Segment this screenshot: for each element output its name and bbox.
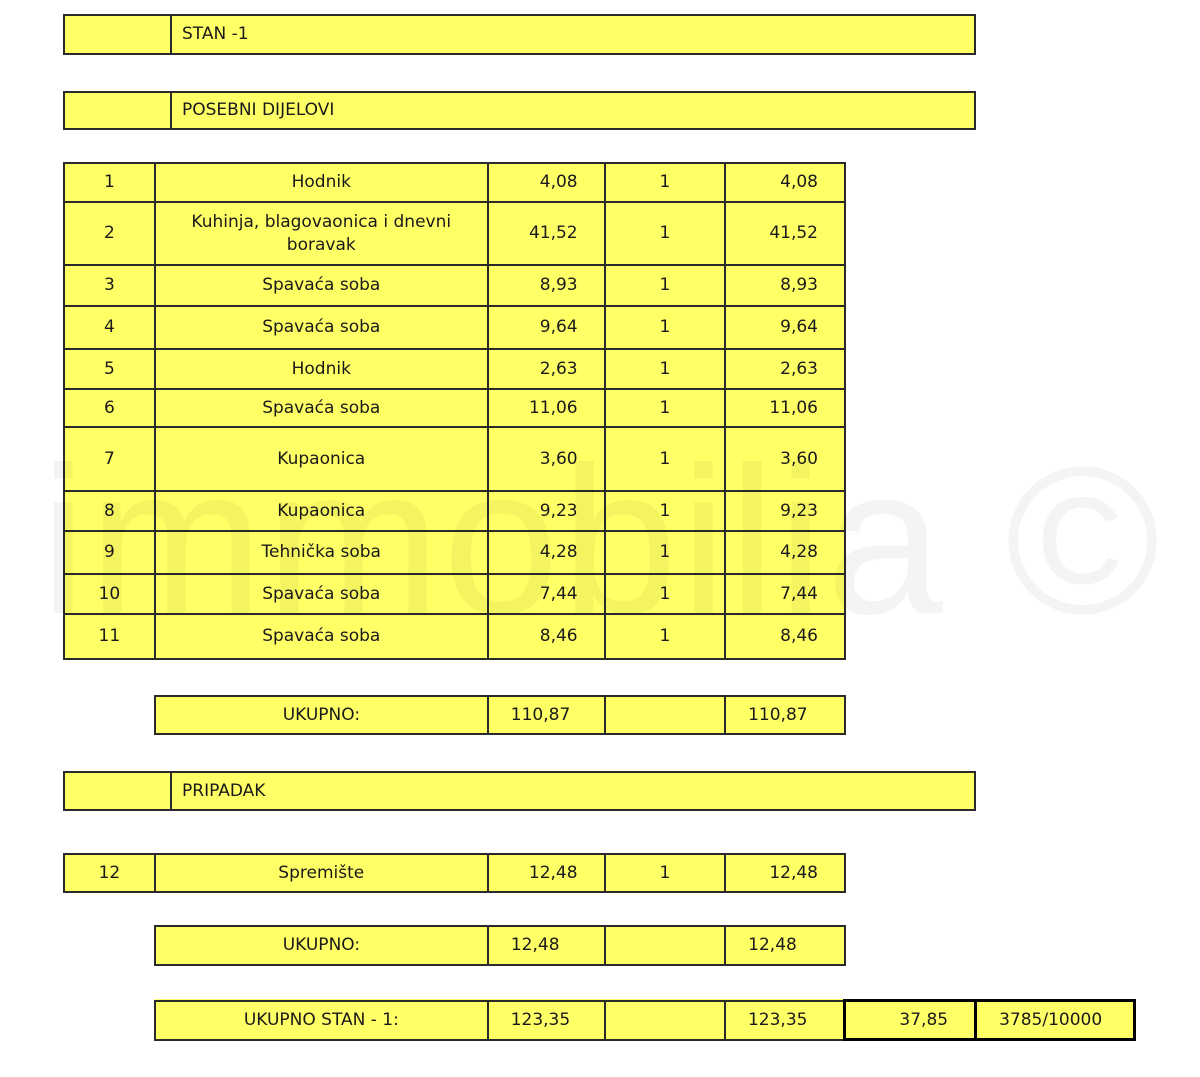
row-name: Spavaća soba bbox=[155, 389, 488, 427]
row-name: Spavaća soba bbox=[155, 574, 488, 614]
table-row bbox=[64, 614, 845, 659]
row-total: 8,46 bbox=[725, 614, 845, 659]
row-no: 8 bbox=[64, 491, 155, 531]
row-no: 12 bbox=[64, 854, 155, 892]
row-coef: 1 bbox=[605, 202, 726, 265]
page-title: STAN -1 bbox=[171, 15, 975, 54]
rooms-table bbox=[63, 162, 846, 660]
row-no: 2 bbox=[64, 202, 155, 265]
row-no: 5 bbox=[64, 349, 155, 389]
table-row bbox=[64, 265, 845, 306]
title-bar bbox=[63, 14, 976, 55]
row-area: 8,46 bbox=[488, 614, 605, 659]
table-row bbox=[64, 574, 845, 614]
row-area: 11,06 bbox=[488, 389, 605, 427]
row-area: 3,60 bbox=[488, 427, 605, 491]
title-empty-cell bbox=[64, 15, 171, 54]
subtotal-empty bbox=[605, 696, 725, 734]
row-area: 12,48 bbox=[488, 854, 605, 892]
row-coef: 1 bbox=[605, 574, 726, 614]
annex-table bbox=[63, 853, 846, 893]
table-row bbox=[64, 202, 845, 265]
row-name: Tehnička soba bbox=[155, 531, 488, 574]
subtotal-label: UKUPNO: bbox=[155, 926, 488, 965]
row-area: 4,08 bbox=[488, 163, 605, 202]
row-area: 4,28 bbox=[488, 531, 605, 574]
share-percent: 37,85 bbox=[845, 1001, 976, 1040]
subtotal-empty bbox=[605, 926, 726, 965]
section-bar-annex bbox=[63, 771, 976, 811]
grand-total-label: UKUPNO STAN - 1: bbox=[155, 1001, 488, 1040]
row-total: 9,23 bbox=[725, 491, 845, 531]
row-area: 7,44 bbox=[488, 574, 605, 614]
subtotal-row bbox=[155, 926, 845, 965]
grand-total-area: 123,35 bbox=[488, 1001, 605, 1040]
subtotal-area: 110,87 bbox=[488, 696, 605, 734]
grand-total-row bbox=[155, 1001, 1135, 1040]
row-no: 6 bbox=[64, 389, 155, 427]
table-row bbox=[64, 349, 845, 389]
subtotal-annex-table bbox=[154, 925, 846, 966]
row-no: 3 bbox=[64, 265, 155, 306]
row-area: 9,64 bbox=[488, 306, 605, 349]
row-coef: 1 bbox=[605, 491, 726, 531]
table-row bbox=[64, 854, 845, 892]
grand-total-table bbox=[154, 999, 1136, 1041]
subtotal-total: 110,87 bbox=[725, 696, 845, 734]
table-row bbox=[64, 427, 845, 491]
section-empty-cell bbox=[64, 772, 171, 810]
subtotal-total: 12,48 bbox=[725, 926, 845, 965]
section-title-annex: PRIPADAK bbox=[171, 772, 975, 810]
row-area: 9,23 bbox=[488, 491, 605, 531]
row-total: 3,60 bbox=[725, 427, 845, 491]
row-coef: 1 bbox=[605, 306, 726, 349]
row-coef: 1 bbox=[605, 854, 726, 892]
row-no: 10 bbox=[64, 574, 155, 614]
row-area: 8,93 bbox=[488, 265, 605, 306]
section-bar-main bbox=[63, 91, 976, 130]
row-name: Kupaonica bbox=[155, 427, 488, 491]
row-total: 2,63 bbox=[725, 349, 845, 389]
subtotal-area: 12,48 bbox=[488, 926, 605, 965]
table-row bbox=[64, 389, 845, 427]
row-name: Spremište bbox=[155, 854, 488, 892]
row-coef: 1 bbox=[605, 265, 726, 306]
row-name: Hodnik bbox=[155, 163, 488, 202]
table-row bbox=[64, 531, 845, 574]
row-area: 41,52 bbox=[488, 202, 605, 265]
row-name: Kupaonica bbox=[155, 491, 488, 531]
row-name: Kuhinja, blagovaonica i dnevni boravak bbox=[155, 202, 488, 265]
row-no: 11 bbox=[64, 614, 155, 659]
grand-total-total: 123,35 bbox=[725, 1001, 845, 1040]
subtotal-main-table bbox=[154, 695, 846, 735]
row-coef: 1 bbox=[605, 349, 726, 389]
table-row bbox=[64, 306, 845, 349]
row-name: Hodnik bbox=[155, 349, 488, 389]
row-no: 4 bbox=[64, 306, 155, 349]
row-area: 2,63 bbox=[488, 349, 605, 389]
row-coef: 1 bbox=[605, 531, 726, 574]
table-row bbox=[64, 163, 845, 202]
share-fraction: 3785/10000 bbox=[976, 1001, 1135, 1040]
row-no: 1 bbox=[64, 163, 155, 202]
row-name: Spavaća soba bbox=[155, 614, 488, 659]
row-coef: 1 bbox=[605, 427, 726, 491]
row-total: 11,06 bbox=[725, 389, 845, 427]
row-coef: 1 bbox=[605, 163, 726, 202]
row-name: Spavaća soba bbox=[155, 265, 488, 306]
row-name: Spavaća soba bbox=[155, 306, 488, 349]
grand-total-empty bbox=[605, 1001, 725, 1040]
table-row bbox=[64, 491, 845, 531]
subtotal-label: UKUPNO: bbox=[155, 696, 488, 734]
row-total: 4,08 bbox=[725, 163, 845, 202]
row-total: 4,28 bbox=[725, 531, 845, 574]
subtotal-row bbox=[155, 696, 845, 734]
row-no: 7 bbox=[64, 427, 155, 491]
row-total: 41,52 bbox=[725, 202, 845, 265]
row-total: 9,64 bbox=[725, 306, 845, 349]
section-empty-cell bbox=[64, 92, 171, 129]
row-coef: 1 bbox=[605, 389, 726, 427]
row-total: 7,44 bbox=[725, 574, 845, 614]
section-title-main: POSEBNI DIJELOVI bbox=[171, 92, 975, 129]
row-total: 12,48 bbox=[725, 854, 845, 892]
row-coef: 1 bbox=[605, 614, 726, 659]
row-total: 8,93 bbox=[725, 265, 845, 306]
row-no: 9 bbox=[64, 531, 155, 574]
